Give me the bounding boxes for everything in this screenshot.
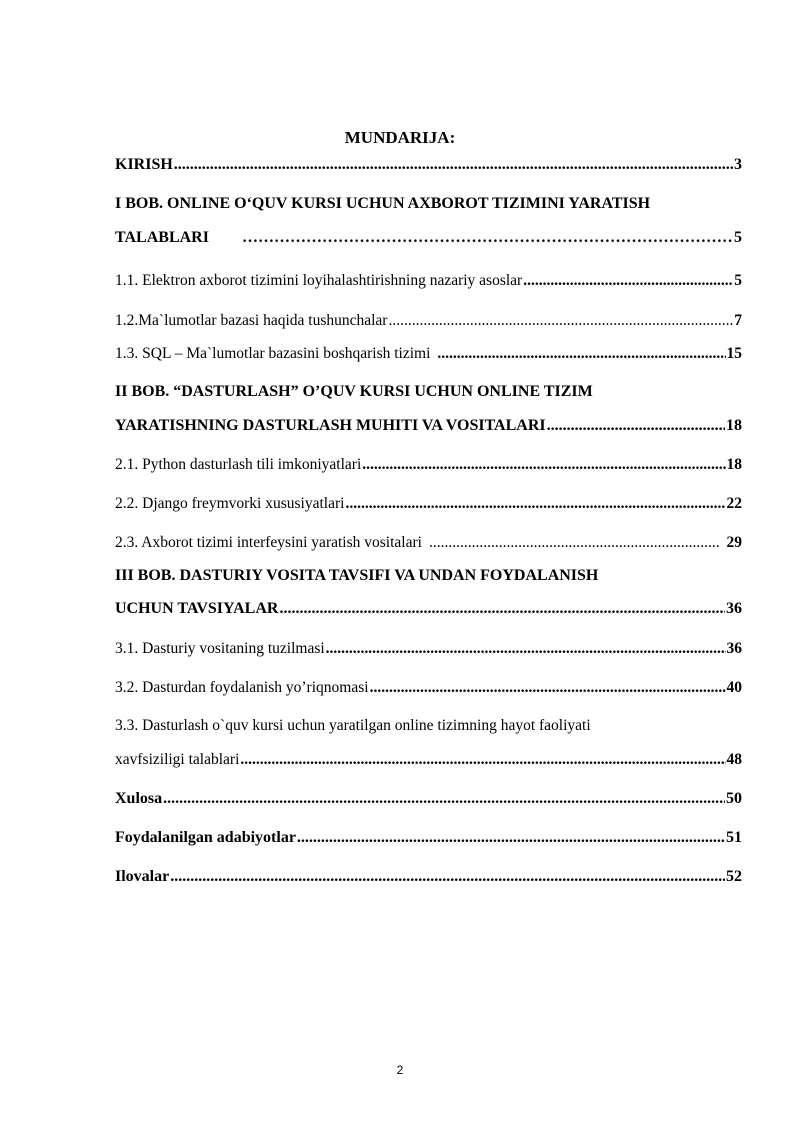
toc-entry-1-2[interactable] <box>115 308 742 330</box>
toc-entry-label: xavfsiziligi talablari <box>115 751 240 768</box>
toc-entry-2-2[interactable] <box>115 491 742 513</box>
toc-entry-bibliography[interactable] <box>115 825 742 847</box>
toc-entry-3-2[interactable] <box>115 675 742 697</box>
toc-page-number: 22 <box>726 495 742 512</box>
dot-leader <box>242 229 733 247</box>
toc-page-number: 29 <box>726 534 742 551</box>
dot-leader <box>429 534 720 552</box>
toc-entry-label: 1.1. Elektron axborot tizimini loyihalashtirishning nazariy asoslar <box>115 272 523 289</box>
toc-page-number: 40 <box>726 679 742 696</box>
toc-entry-chapter-2[interactable] <box>115 413 742 435</box>
toc-page-number: 3 <box>734 156 742 173</box>
toc-page-number: 5 <box>734 272 742 289</box>
dot-leader <box>326 640 726 658</box>
toc-entry-label: 1.2.Ma`lumotlar bazasi haqida tushunchalar <box>115 312 388 329</box>
dot-leader <box>279 600 725 618</box>
toc-page-number: 18 <box>726 456 742 473</box>
toc-entry-label: 1.3. SQL – Ma`lumotlar bazasini boshqarish tizimi <box>115 345 431 362</box>
toc-entry-chapter-1[interactable] <box>115 225 742 247</box>
dot-leader <box>388 312 733 330</box>
toc-entry-xulosa[interactable] <box>115 786 742 808</box>
toc-page-number: 51 <box>726 829 742 846</box>
toc-entry-kirish[interactable] <box>115 152 742 174</box>
toc-chapter-2-line1: II BOB. “DASTURLASH” O’QUV KURSI UCHUN ONLINE TIZIM <box>115 383 593 400</box>
toc-entry-label: 2.3. Axborot tizimi interfeysini yaratish vositalari <box>115 534 422 551</box>
toc-page-number: 50 <box>726 790 742 807</box>
dot-leader <box>174 156 733 174</box>
dot-leader <box>547 417 725 435</box>
toc-entry-3-3-line1: 3.3. Dasturlash o`quv kursi uchun yaratilgan online tizimning hayot faoliyati <box>115 717 591 734</box>
toc-entry-1-1[interactable] <box>115 268 742 290</box>
dot-leader <box>345 495 725 513</box>
toc-entry-1-3[interactable] <box>115 341 742 363</box>
toc-page-number: 7 <box>734 312 742 329</box>
toc-entry-label: 2.2. Django freymvorki xususiyatlari <box>115 495 345 512</box>
dot-leader <box>297 829 725 847</box>
toc-entry-3-1[interactable] <box>115 636 742 658</box>
dot-leader <box>170 868 725 886</box>
toc-entry-3-3[interactable] <box>115 747 742 769</box>
toc-page-number: 52 <box>726 868 742 885</box>
toc-entry-label: 2.1. Python dasturlash tili imkoniyatlari <box>115 456 362 473</box>
toc-page-number: 36 <box>726 600 742 617</box>
toc-entry-chapter-3[interactable] <box>115 596 742 618</box>
page-title: MUNDARIJA: <box>344 128 456 147</box>
toc-entry-label: Ilovalar <box>115 868 170 885</box>
dot-leader <box>240 751 725 769</box>
toc-chapter-1-line1: I BOB. ONLINE O‘QUV KURSI UCHUN AXBOROT TIZIMINI YARATISH <box>115 195 651 212</box>
dot-leader <box>523 272 733 290</box>
toc-entry-label: KIRISH <box>115 156 173 173</box>
toc-page-number: 18 <box>726 417 742 434</box>
page-number: 2 <box>396 1063 404 1077</box>
dot-leader <box>362 456 725 474</box>
toc-page-number: 15 <box>726 345 742 362</box>
toc-page-number: 5 <box>734 229 742 246</box>
toc-chapter-3-line1: III BOB. DASTURIY VOSITA TAVSIFI VA UNDAN FOYDALANISH <box>115 567 599 584</box>
dot-leader <box>437 345 725 363</box>
toc-entry-label: Xulosa <box>115 790 163 807</box>
toc-entry-2-3[interactable] <box>115 530 742 552</box>
toc-page-number: 36 <box>726 640 742 657</box>
toc-entry-label: Foydalanilgan adabiyotlar <box>115 829 296 846</box>
dot-leader <box>370 679 726 697</box>
dot-leader <box>163 790 725 808</box>
toc-entry-appendices[interactable] <box>115 864 742 886</box>
toc-entry-label: 3.2. Dasturdan foydalanish yo’riqnomasi <box>115 679 369 696</box>
toc-entry-label: UCHUN TAVSIYALAR <box>115 600 279 617</box>
toc-entry-label: YARATISHNING DASTURLASH MUHITI VA VOSITALARI <box>115 417 546 434</box>
toc-entry-2-1[interactable] <box>115 452 742 474</box>
toc-entry-label: 3.1. Dasturiy vositaning tuzilmasi <box>115 640 325 657</box>
toc-entry-label: TALABLARI <box>115 229 209 246</box>
toc-page-number: 48 <box>726 751 742 768</box>
